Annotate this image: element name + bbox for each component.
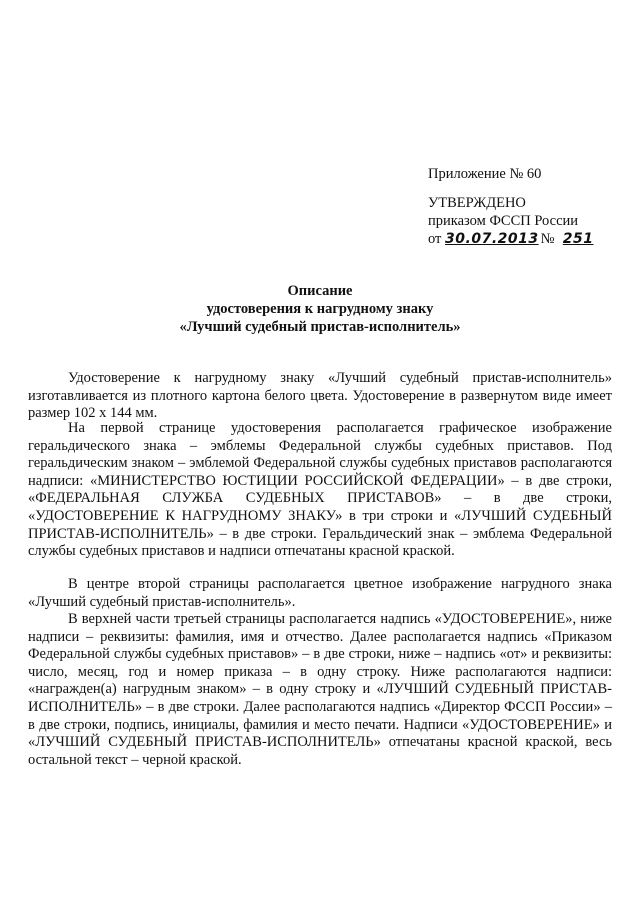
document-title xyxy=(0,282,640,336)
handwritten-order-number: 251 xyxy=(562,231,594,247)
paragraph-text: В центре второй страницы располагается цветное изображение нагрудного знака «Лучший судебный пристав-исполнитель». xyxy=(28,576,612,610)
appendix-number: Приложение № 60 xyxy=(428,166,542,182)
title-line-3: «Лучший судебный пристав-исполнитель» xyxy=(179,319,461,335)
paragraph-2 xyxy=(28,420,612,561)
paragraph-4 xyxy=(28,611,612,769)
paragraph-3 xyxy=(28,576,612,611)
paragraph-text: На первой странице удостоверения располагается графическое изображение геральдического знака – эмблемы Федеральной службы судебных приставов. Под геральдическим знаком – эмблемой Федеральной службы судебных приставов располагаются надписи: «МИНИСТЕРСТВО ЮСТИЦИИ РОССИЙСКОЙ ФЕДЕРАЦИИ» – в две строки, «ФЕДЕРАЛЬНАЯ СЛУЖБА СУДЕБНЫХ ПРИСТАВОВ» – в две строки, «УДОСТОВЕРЕНИЕ К НАГРУДНОМУ ЗНАКУ» в три строки и «ЛУЧШИЙ СУДЕБНЫЙ ПРИСТАВ-ИСПОЛНИТЕЛЬ» – в две строки. Геральдический знак – эмблема Федеральной службы судебных приставов и надписи отпечатаны красной краской. xyxy=(28,420,612,560)
paragraph-1 xyxy=(28,370,612,423)
paragraph-text: В верхней части третьей страницы располагается надпись «УДОСТОВЕРЕНИЕ», ниже надписи – реквизиты: фамилия, имя и отчество. Далее располагается надпись «Приказом Федеральной службы судебных приставов» – в две строки, ниже – надпись «от» и реквизиты: число, месяц, год и номер приказа – в одну строку. Ниже располагаются надписи: «награжден(а) нагрудным знаком» – в одну строку и «ЛУЧШИЙ СУДЕБНЫЙ ПРИСТАВ-ИСПОЛНИТЕЛЬ» – в две строки. Далее располагаются надпись «Директор ФССП России» – в две строки, подпись, инициалы, фамилия и место печати. Надписи «УДОСТОВЕРЕНИЕ» и «ЛУЧШИЙ СУДЕБНЫЙ ПРИСТАВ-ИСПОЛНИТЕЛЬ» отпечатаны красной краской, весь остальной текст – черной краской. xyxy=(28,611,612,768)
number-prefix: № xyxy=(540,231,555,247)
approval-block xyxy=(428,194,598,248)
order-date-line xyxy=(428,230,598,248)
title-line-1: Описание xyxy=(287,283,353,299)
paragraph-text: Удостоверение к нагрудному знаку «Лучший судебный пристав-исполнитель» изготавливается из плотного картона белого цвета. Удостоверение в развернутом виде имеет размер 102 х 144 мм. xyxy=(28,370,612,422)
handwritten-date: 30.07.2013 xyxy=(445,231,539,247)
title-line-2: удостоверения к нагрудному знаку xyxy=(206,301,434,317)
date-prefix: от xyxy=(428,231,442,247)
approved-label: УТВЕРЖДЕНО xyxy=(428,195,526,211)
order-line: приказом ФССП России xyxy=(428,213,579,229)
